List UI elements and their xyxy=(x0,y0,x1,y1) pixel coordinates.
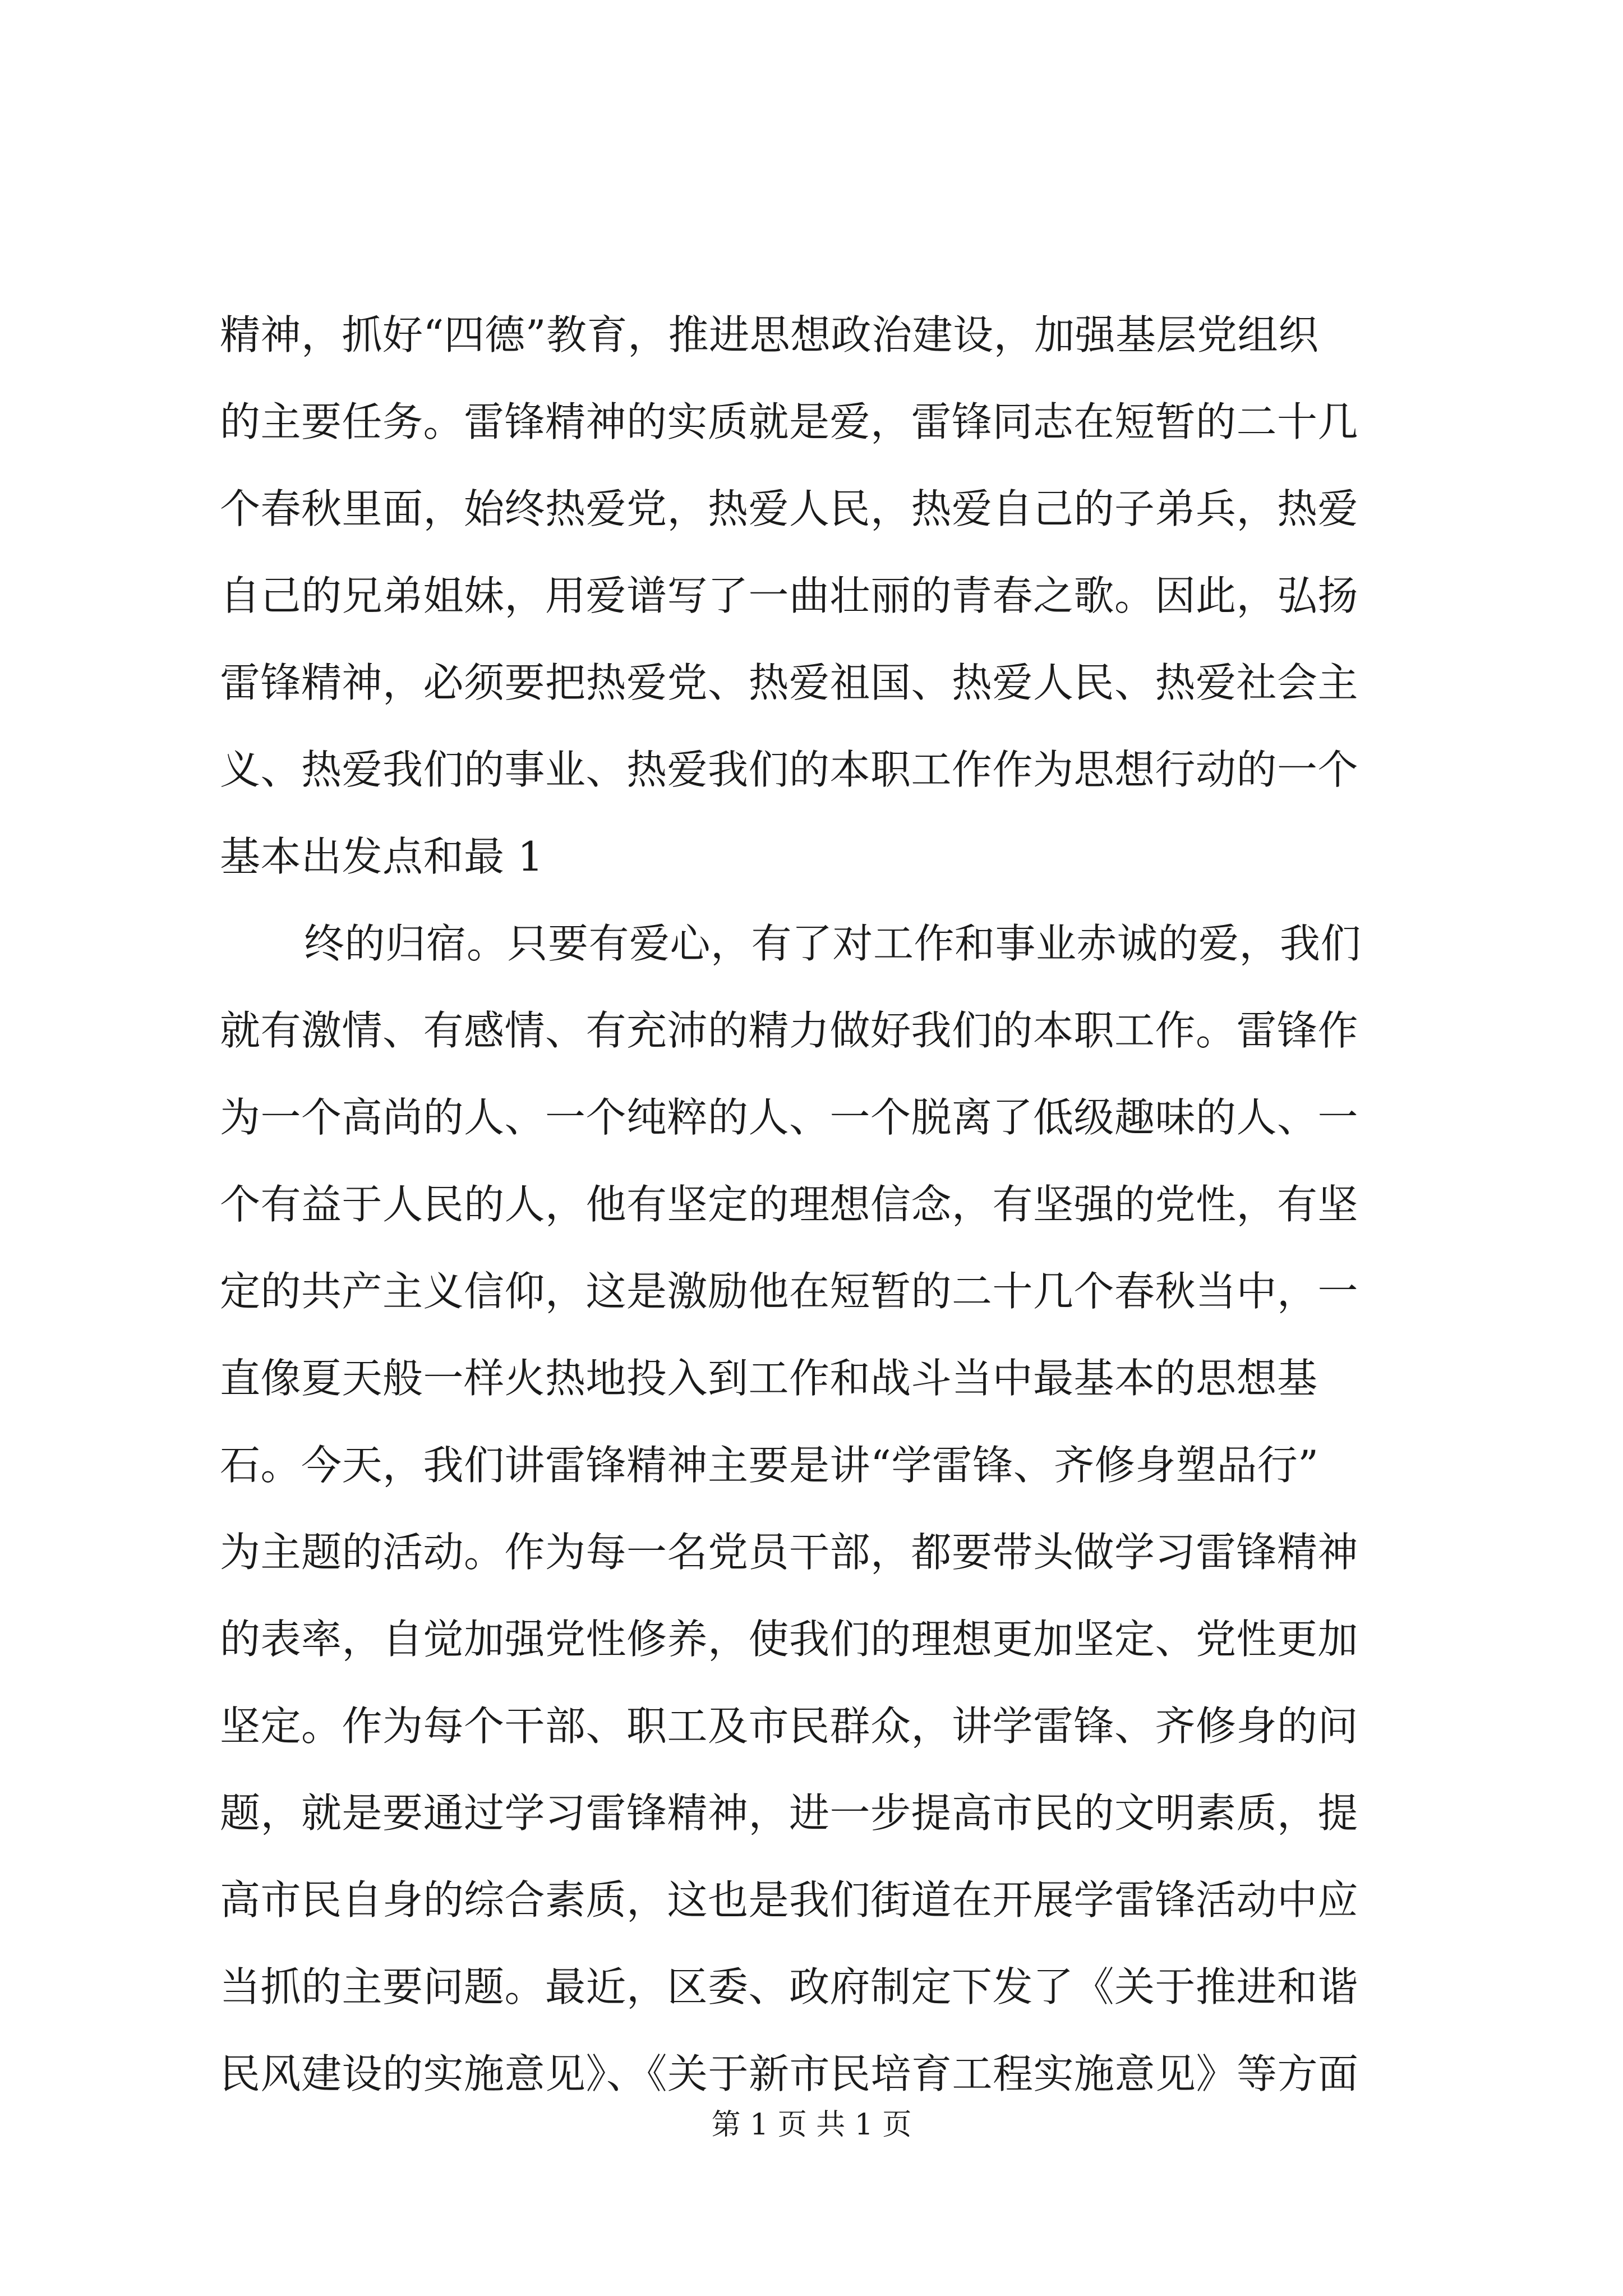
text-line: 的表率，自觉加强党性修养，使我们的理想更加坚定、党性更加 xyxy=(220,1616,1359,1663)
text-line: 题，就是要通过学习雷锋精神，进一步提高市民的文明素质，提 xyxy=(220,1789,1359,1837)
body-text xyxy=(220,292,1431,2118)
text-line: 就有激情、有感情、有充沛的精力做好我们的本职工作。雷锋作 xyxy=(220,1007,1359,1054)
paragraph-start-line: 终的归宿。只要有爱心，有了对工作和事业赤诚的爱，我们 xyxy=(304,920,1362,967)
text-line: 当抓的主要问题。最近，区委、政府制定下发了《关于推进和谐 xyxy=(220,1963,1359,2010)
page-number-footer: 第 1 页 共 1 页 xyxy=(711,2108,912,2142)
text-line: 为主题的活动。作为每一名党员干部，都要带头做学习雷锋精神 xyxy=(220,1529,1359,1576)
text-line: 义、热爱我们的事业、热爱我们的本职工作作为思想行动的一个 xyxy=(220,746,1359,793)
text-line: 的主要任务。雷锋精神的实质就是爱，雷锋同志在短暂的二十几 xyxy=(220,398,1359,445)
text-line: 坚定。作为每个干部、职工及市民群众，讲学雷锋、齐修身的问 xyxy=(220,1703,1359,1750)
text-line: 基本出发点和最 1 xyxy=(220,833,544,880)
text-line: 个春秋里面，始终热爱党，热爱人民，热爱自己的子弟兵，热爱 xyxy=(220,485,1359,532)
text-line: 为一个高尚的人、一个纯粹的人、一个脱离了低级趣味的人、一 xyxy=(220,1094,1359,1141)
text-line: 高市民自身的综合素质，这也是我们街道在开展学雷锋活动中应 xyxy=(220,1876,1359,1924)
text-line: 雷锋精神，必须要把热爱党、热爱祖国、热爱人民、热爱社会主 xyxy=(220,659,1359,706)
text-line: 自己的兄弟姐妹，用爱谱写了一曲壮丽的青春之歌。因此，弘扬 xyxy=(220,572,1359,619)
text-line: 定的共产主义信仰，这是激励他在短暂的二十几个春秋当中，一 xyxy=(220,1268,1359,1315)
text-line: 个有益于人民的人，他有坚定的理想信念，有坚强的党性，有坚 xyxy=(220,1181,1359,1228)
text-line: 民风建设的实施意见》、《关于新市民培育工程实施意见》等方面 xyxy=(220,2050,1359,2097)
text-line: 直像夏天般一样火热地投入到工作和战斗当中最基本的思想基 xyxy=(220,1355,1318,1402)
text-line: 石。今天，我们讲雷锋精神主要是讲“学雷锋、齐修身塑品行” xyxy=(220,1442,1319,1489)
text-line: 精神，抓好“四德”教育，推进思想政治建设，加强基层党组织 xyxy=(220,311,1319,358)
